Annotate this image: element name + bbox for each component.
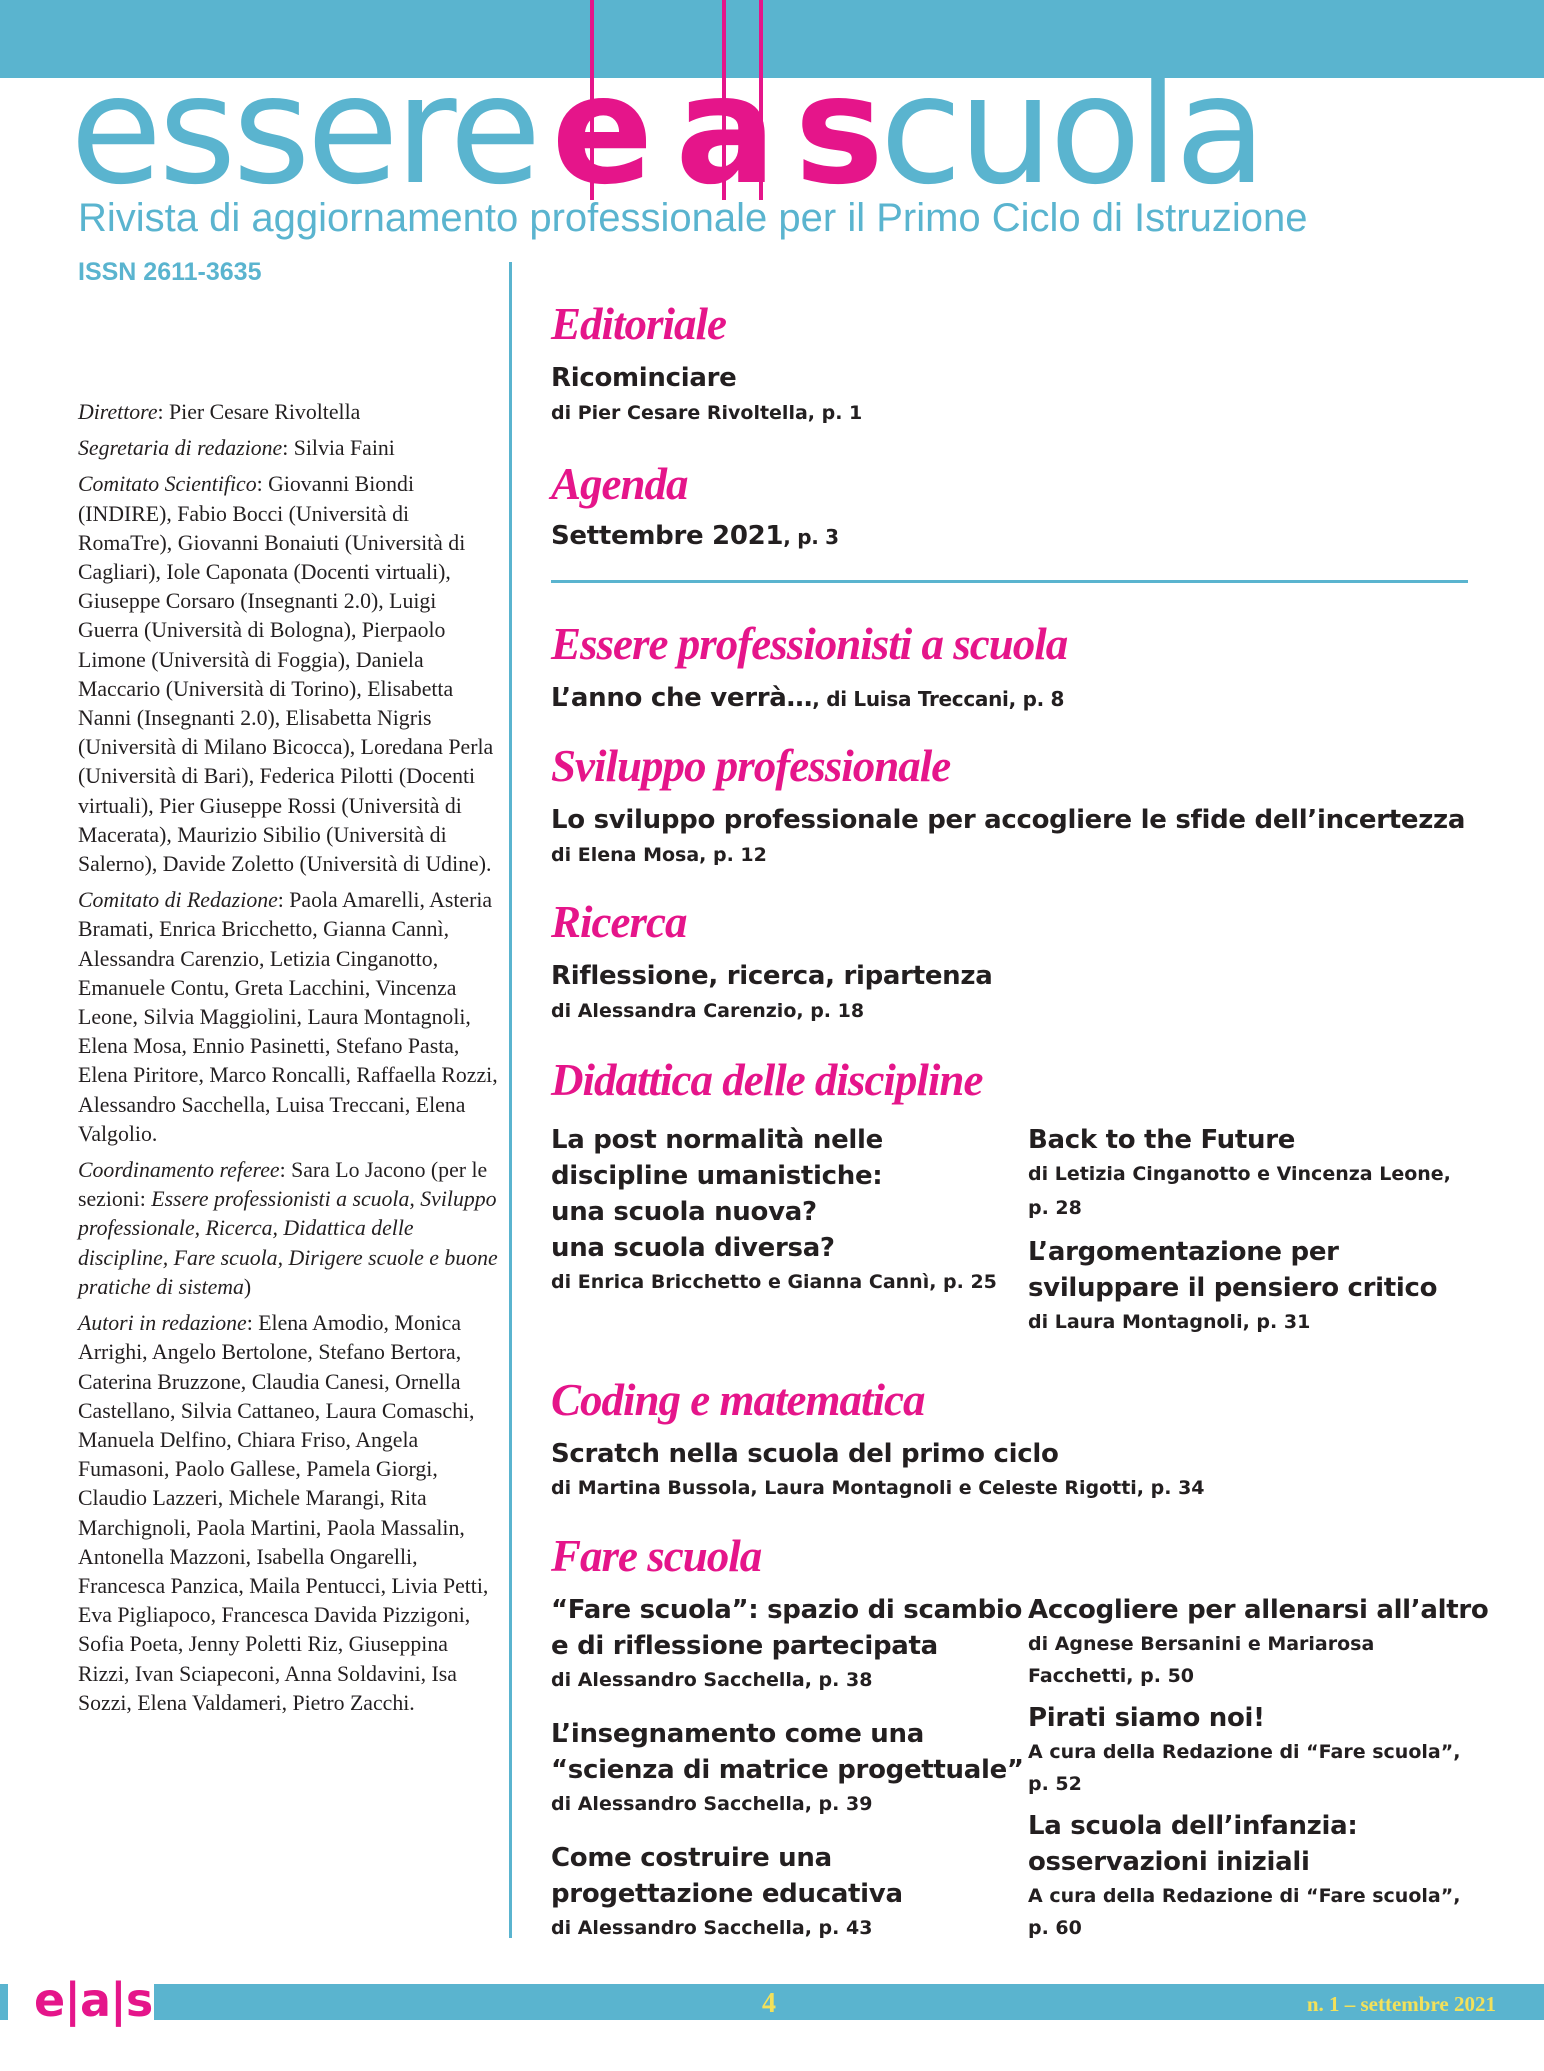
issn: ISSN 2611-3635	[78, 258, 262, 286]
article-title[interactable]: sviluppare il pensiero critico	[1028, 1273, 1438, 1303]
article-title[interactable]: una scuola diversa?	[551, 1233, 835, 1263]
masthead-a: a	[675, 44, 773, 218]
article-byline: di Martina Bussola, Laura Montagnoli e Celeste Rigotti, p. 34	[551, 1477, 1205, 1499]
section-editoriale: Editoriale	[551, 299, 727, 349]
article-byline: di Letizia Cinganotto e Vincenza Leone,	[1028, 1163, 1451, 1185]
comitato-redazione: Comitato di Redazione: Paola Amarelli, Asteria Bramati, Enrica Bricchetto, Gianna Cannì, Alessandra Carenzio, Letizia Cinganotto, Emanuele Contu, Greta Lacchini, Vincenza Leone, Silvia Maggiolini, Laura Montagnoli, Elena Mosa, Ennio Pasinetti, Stefano Pasta, Elena Piritore, Marco Roncalli, Raffaella Rozzi, Alessandro Sacchella, Luisa Treccani, Elena Valgolio.	[78, 888, 498, 1146]
masthead-cuola: cuola	[879, 44, 1263, 218]
issue-label: n. 1 – settembre 2021	[1306, 1992, 1496, 2016]
section-coding: Coding e matematica	[551, 1375, 925, 1425]
article-title[interactable]: La post normalità nelle	[551, 1125, 883, 1155]
section-sviluppo-professionale: Sviluppo professionale	[551, 741, 951, 791]
footer-bar-left	[0, 1984, 8, 2020]
article-title[interactable]: Come costruire una	[551, 1843, 832, 1873]
section-didattica: Didattica delle discipline	[551, 1055, 983, 1105]
segretaria: Segretaria di redazione: Silvia Faini	[78, 436, 395, 461]
section-ricerca: Ricerca	[551, 897, 687, 947]
masthead-essere: essere	[70, 44, 538, 218]
article-title[interactable]: Settembre 2021, p. 3	[551, 521, 839, 551]
masthead-logo	[70, 46, 1263, 216]
footer-logo: e|a|s	[34, 1973, 153, 2027]
article-byline: di Alessandro Sacchella, p. 38	[551, 1669, 873, 1691]
article-byline: p. 28	[1028, 1197, 1082, 1219]
article-title[interactable]: discipline umanistiche:	[551, 1161, 883, 1191]
section-agenda: Agenda	[551, 459, 688, 509]
autori-redazione: Autori in redazione: Elena Amodio, Monica Arrighi, Angelo Bertolone, Stefano Bertora, Caterina Bruzzone, Claudia Canesi, Ornella Castellano, Silvia Cattaneo, Laura Comaschi, Manuela Delfino, Chiara Friso, Angela Fumasoni, Paolo Gallese, Pamela Giorgi, Claudio Lazzeri, Michele Marangi, Rita Marchignoli, Paola Martini, Paola Massalin, Antonella Mazzoni, Isabella Ongarelli, Francesca Panzica, Maila Pentucci, Livia Petti, Eva Pigliapoco, Francesca Davida Pizzigoni, Sofia Poeta, Jenny Poletti Riz, Giuseppina Rizzi, Ivan Sciapeconi, Anna Soldavini, Isa Sozzi, Elena Valdameri, Pietro Zacchi.	[78, 1311, 489, 1715]
article-title[interactable]: Pirati siamo noi!	[1028, 1703, 1265, 1733]
article-byline: di Alessandro Sacchella, p. 39	[551, 1793, 873, 1815]
article-title[interactable]: una scuola nuova?	[551, 1197, 817, 1227]
staff-column	[78, 398, 498, 1725]
article-title[interactable]: osservazioni iniziali	[1028, 1847, 1310, 1877]
article-byline: Facchetti, p. 50	[1028, 1665, 1195, 1687]
article-title[interactable]: progettazione educativa	[551, 1879, 903, 1909]
comitato-scientifico: Comitato Scientifico: Giovanni Biondi (INDIRE), Fabio Bocci (Università di RomaTre), Giovanni Bonaiuti (Università di Cagliari), Iole Caponata (Docenti virtuali), Giuseppe Corsaro (Insegnanti 2.0), Luigi Guerra (Università di Bologna), Pierpaolo Limone (Università di Foggia), Daniela Maccario (Università di Torino), Elisabetta Nanni (Insegnanti 2.0), Elisabetta Nigris (Università di Milano Bicocca), Loredana Perla (Università di Bari), Federica Pilotti (Docenti virtuali), Pier Giuseppe Rossi (Università di Macerata), Maurizio Sibilio (Università di Salerno), Davide Zoletto (Università di Udine).	[78, 472, 494, 877]
article-byline: di Alessandra Carenzio, p. 18	[551, 1000, 865, 1022]
article-title[interactable]: Accogliere per allenarsi all’altro	[1028, 1595, 1489, 1625]
article-byline: p. 52	[1028, 1773, 1082, 1795]
article-byline: di Alessandro Sacchella, p. 43	[551, 1917, 873, 1939]
article-title[interactable]: e di riflessione partecipata	[551, 1631, 938, 1661]
section-divider	[551, 580, 1468, 583]
article-byline: di Enrica Bricchetto e Gianna Cannì, p. 25	[551, 1271, 997, 1293]
article-title[interactable]: “Fare scuola”: spazio di scambio	[551, 1595, 1023, 1625]
article-title[interactable]: Back to the Future	[1028, 1125, 1296, 1155]
coordinamento-referee: Coordinamento referee: Sara Lo Jacono (per le sezioni: Essere professionisti a scuola, Sviluppo professionale, Ricerca, Didattica delle discipline, Fare scuola, Dirigere scuole e buone pratiche di sistema)	[78, 1158, 498, 1299]
article-title[interactable]: La scuola dell’infanzia:	[1028, 1811, 1358, 1841]
article-byline: A cura della Redazione di “Fare scuola”,	[1028, 1885, 1461, 1907]
article-title[interactable]: L’insegnamento come una	[551, 1719, 924, 1749]
article-byline: di Laura Montagnoli, p. 31	[1028, 1311, 1311, 1333]
article-title[interactable]: Ricominciare	[551, 363, 737, 393]
article-byline: p. 60	[1028, 1917, 1082, 1939]
direttore: Direttore: Pier Cesare Rivoltella	[78, 400, 361, 424]
article-title[interactable]: Lo sviluppo professionale per accogliere le sfide dell’incertezza	[551, 805, 1466, 835]
article-title[interactable]: L’argomentazione per	[1028, 1237, 1339, 1267]
article-byline: di Agnese Bersanini e Mariarosa	[1028, 1633, 1375, 1655]
magazine-subtitle: Rivista di aggiornamento professionale per il Primo Ciclo di Istruzione	[78, 196, 1308, 240]
column-divider	[509, 262, 512, 1938]
section-essere-professionisti: Essere professionisti a scuola	[551, 619, 1068, 669]
article-title[interactable]: Riflessione, ricerca, ripartenza	[551, 961, 993, 991]
masthead-e: e	[551, 44, 650, 218]
article-byline: A cura della Redazione di “Fare scuola”,	[1028, 1741, 1461, 1763]
article-title[interactable]: “scienza di matrice progettuale”	[551, 1755, 1024, 1785]
article-byline: di Elena Mosa, p. 12	[551, 844, 767, 866]
article-title[interactable]: Scratch nella scuola del primo ciclo	[551, 1439, 1059, 1469]
article-title[interactable]: L’anno che verrà…, di Luisa Treccani, p. 8	[551, 683, 1065, 713]
article-byline: di Pier Cesare Rivoltella, p. 1	[551, 402, 863, 424]
masthead-s: s	[794, 44, 880, 218]
page-number: 4	[762, 1988, 776, 2019]
section-fare-scuola: Fare scuola	[551, 1531, 762, 1581]
